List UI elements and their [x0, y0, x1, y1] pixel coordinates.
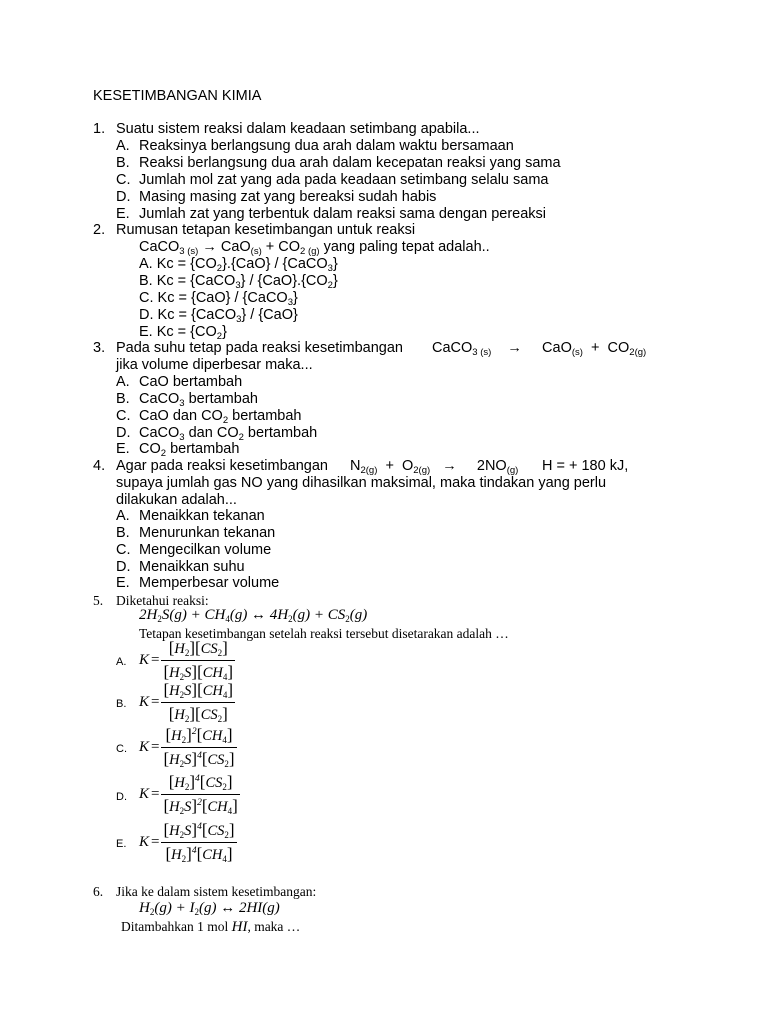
q1-option-a-letter: A.	[116, 138, 130, 154]
q6-added-suffix: , maka …	[247, 919, 301, 934]
q4-option-b-letter: B.	[116, 525, 130, 541]
page-title: KESETIMBANGAN KIMIA	[93, 88, 262, 104]
q3-number: 3.	[93, 340, 106, 356]
q1-option-a: Reaksinya berlangsung dua arah dalam waktu bersamaan	[139, 138, 514, 154]
q4-option-d: Menaikkan suhu	[139, 559, 245, 575]
q5-option-a-expression: K = $[H_2][CS_2]$ $[H_2S][CH_4]$	[139, 638, 234, 682]
q6-stem: Jika ke dalam sistem kesetimbangan:	[116, 884, 317, 899]
q3-option-b: CaCO$_3$ bertambah	[139, 391, 258, 409]
q6-number: 6.	[93, 884, 104, 899]
q3-reaction: CaCO$_{3 (s)}$ → $CaO_{(s)} + CO_{2(g)}$	[432, 340, 647, 358]
q5-option-d-letter: D.	[116, 791, 127, 803]
q5-option-e-letter: E.	[116, 838, 127, 850]
q5-option-a-letter: A.	[116, 656, 127, 668]
q4-option-d-letter: D.	[116, 559, 131, 575]
q1-option-e: Jumlah zat yang terbentuk dalam reaksi sama dengan pereaksi	[139, 206, 547, 222]
q3-option-a: CaO bertambah	[139, 374, 243, 390]
q2-option-c: C. Kc = {CaO} / {CaCO$_3$}	[139, 290, 298, 308]
q4-option-b: Menurunkan tekanan	[139, 525, 276, 541]
q1-option-b: Reaksi berlangsung dua arah dalam kecepatan reaksi yang sama	[139, 155, 561, 171]
q4-stem: Agar pada reaksi kesetimbangan	[116, 458, 328, 474]
q2-number: 2.	[93, 222, 106, 238]
q5-stem: Diketahui reaksi:	[116, 593, 209, 608]
q6-reaction: $H_2(g) + I_2(g)$ ↔ 2HI(g)	[139, 900, 280, 917]
q3-option-d: CaCO$_3$ dan $CO_2$ bertambah	[139, 425, 318, 443]
q4-option-c-letter: C.	[116, 542, 131, 558]
q2-option-e: E. $Kc = \{CO_2\}$	[139, 324, 227, 342]
q3-option-e-letter: E.	[116, 441, 130, 457]
q4-option-e: Memperbesar volume	[139, 575, 280, 591]
q5-option-b-letter: B.	[116, 698, 127, 710]
q5-number: 5.	[93, 593, 104, 608]
q4-stem-2: supaya jumlah gas NO yang dihasilkan maksimal, maka tindakan yang perlu	[116, 475, 607, 491]
q2-stem: Rumusan tetapan kesetimbangan untuk reaksi	[116, 222, 416, 238]
q4-number: 4.	[93, 458, 106, 474]
q1-option-e-letter: E.	[116, 206, 130, 222]
q4-option-a-letter: A.	[116, 508, 130, 524]
q4-enthalpy: H = + 180 kJ,	[542, 458, 629, 474]
q4-option-a: Menaikkan tekanan	[139, 508, 265, 524]
q1-option-c-letter: C.	[116, 172, 131, 188]
q1-option-d: Masing masing zat yang bereaksi sudah habis	[139, 189, 437, 205]
q4-option-c: Mengecilkan volume	[139, 542, 272, 558]
q3-stem-2: jika volume diperbesar maka...	[116, 357, 313, 373]
q1-number: 1.	[93, 121, 106, 137]
q4-stem-3: dilakukan adalah...	[116, 492, 237, 508]
q3-option-c-letter: C.	[116, 408, 131, 424]
q2-option-a: A. $Kc = \{CO_2\}.\{CaO\}$ / {CaCO$_3$}	[139, 256, 338, 274]
q3-option-e: $CO_2$ bertambah	[139, 441, 240, 459]
q6-added-prefix: Ditambahkan 1 mol	[121, 919, 229, 934]
q5-instruction: Tetapan kesetimbangan setelah reaksi tersebut disetarakan adalah …	[139, 626, 509, 641]
q6-added-species: HI	[231, 919, 248, 935]
q4-reaction: $N_{2(g)} + O_{2(g)}$ → $2NO_{(g)}$	[350, 458, 519, 476]
q5-option-d-expression: K = $[H_2]^4[CS_2]$ $[H_2S]^2[CH_4]$	[139, 772, 238, 816]
q2-reaction: CaCO$_{3 (s)}$ → $CaO_{(s)} + CO_{2 (g)}$ yang paling tepat adalah..	[139, 239, 490, 257]
q3-stem: Pada suhu tetap pada reaksi kesetimbangan	[116, 340, 403, 356]
q5-option-e-expression: K = $[H_2S]^4[CS_2]$ $[H_2]^4[CH_4]$	[139, 820, 235, 864]
q1-option-b-letter: B.	[116, 155, 130, 171]
q3-option-c: CaO dan $CO_2$ bertambah	[139, 408, 302, 426]
q1-option-d-letter: D.	[116, 189, 131, 205]
q5-option-c-letter: C.	[116, 743, 127, 755]
q4-option-e-letter: E.	[116, 575, 130, 591]
q3-option-d-letter: D.	[116, 425, 131, 441]
q5-option-b-expression: K = $[H_2S][CH_4]$ $[H_2][CS_2]$	[139, 680, 234, 724]
q2-reaction-suffix: yang paling tepat adalah..	[323, 239, 490, 255]
q1-stem: Suatu sistem reaksi dalam keadaan setimbang apabila...	[116, 121, 480, 137]
q3-option-b-letter: B.	[116, 391, 130, 407]
q2-option-b: B. Kc = {CaCO$_3$} / $\{CaO\}.\{CO_2\}$	[139, 273, 338, 291]
q3-option-a-letter: A.	[116, 374, 130, 390]
q1-option-c: Jumlah mol zat yang ada pada keadaan setimbang selalu sama	[139, 172, 549, 188]
q2-option-d: D. Kc = {CaCO$_3$} / {CaO}	[139, 307, 298, 325]
q5-option-c-expression: K = $[H_2]^2[CH_4]$ $[H_2S]^4[CS_2]$	[139, 725, 235, 769]
q6-added-line	[121, 918, 300, 936]
q5-reaction: $2H_2S(g) + CH_4(g)$ ↔ $4H_2(g) + CS_2(g)$	[139, 607, 368, 624]
